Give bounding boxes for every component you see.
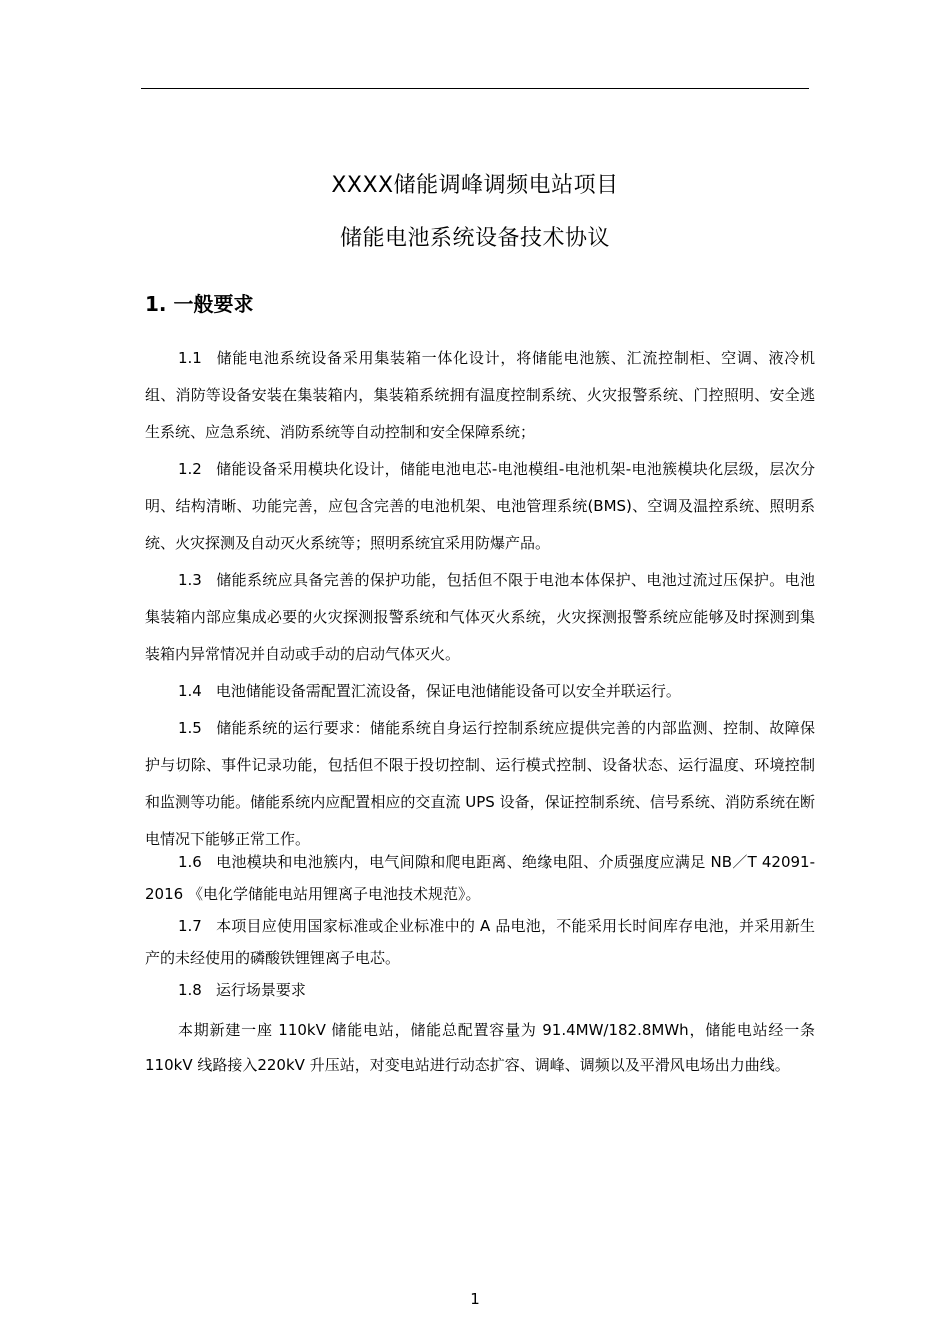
scenario-paragraph: 本期新建一座 110kV 储能电站，储能总配置容量为 91.4MW/182.8MWh，储能电站经一条 110kV 线路接入220kV 升压站，对变电站进行动态扩容、调峰、调频以及平滑风电场出力曲线。 — [145, 1021, 815, 1074]
item-text: 电池模块和电池簇内，电气间隙和爬电距离、绝缘电阻、介质强度应满足 NB／T 42091-2016 《电化学储能电站用锂离子电池技术规范》。 — [145, 853, 815, 903]
requirement-item-1-6 — [145, 846, 815, 910]
item-text: 储能电池系统设备采用集装箱一体化设计，将储能电池簇、汇流控制柜、空调、液冷机组、消防等设备安装在集装箱内，集装箱系统拥有温度控制系统、火灾报警系统、门控照明、安全逃生系统、应急系统、消防系统等自动控制和安全保障系统； — [145, 349, 815, 441]
item-number: 1.4 — [178, 682, 202, 700]
item-number: 1.8 — [178, 981, 202, 999]
item-text: 本项目应使用国家标准或企业标准中的 A 品电池，不能采用长时间库存电池，并采用新生产的未经使用的磷酸铁锂锂离子电芯。 — [145, 917, 815, 967]
document-title-line-1: XXXX储能调峰调频电站项目 — [331, 173, 619, 198]
item-text: 运行场景要求 — [215, 981, 306, 999]
scenario-block — [145, 1013, 815, 1083]
page-number: 1 — [470, 1290, 480, 1308]
section-heading: 1. 一般要求 — [145, 292, 254, 316]
item-number: 1.3 — [178, 571, 202, 589]
requirement-item-1-8 — [145, 974, 815, 1006]
item-text: 储能设备采用模块化设计，储能电池电芯-电池模组-电池机架-电池簇模块化层级，层次分明、结构清晰、功能完善，应包含完善的电池机架、电池管理系统(BMS)、空调及温控系统、照明系统、火灾探测及自动灭火系统等；照明系统宜采用防爆产品。 — [145, 460, 815, 552]
item-text: 储能系统的运行要求：储能系统自身运行控制系统应提供完善的内部监测、控制、故障保护与切除、事件记录功能，包括但不限于投切控制、运行模式控制、设备状态、运行温度、环境控制和监测等功能。储能系统内应配置相应的交直流 UPS 设备，保证控制系统、信号系统、消防系统在断电情况下能够正常工作。 — [145, 719, 815, 848]
item-text: 电池储能设备需配置汇流设备，保证电池储能设备可以安全并联运行。 — [215, 682, 681, 700]
item-number: 1.7 — [178, 917, 202, 935]
requirement-item-1-1 — [145, 340, 815, 451]
item-number: 1.2 — [178, 460, 202, 478]
document-title-line-2: 储能电池系统设备技术协议 — [339, 226, 610, 251]
item-number: 1.6 — [178, 853, 202, 871]
item-text: 储能系统应具备完善的保护功能，包括但不限于电池本体保护、电池过流过压保护。电池集装箱内部应集成必要的火灾探测报警系统和气体灭火系统，火灾探测报警系统应能够及时探测到集装箱内异常情况并自动或手动的启动气体灭火。 — [145, 571, 815, 663]
item-number: 1.5 — [178, 719, 202, 737]
requirement-item-1-2 — [145, 451, 815, 562]
requirements-list-part-1 — [145, 340, 815, 858]
requirement-item-1-5 — [145, 710, 815, 858]
requirement-item-1-4 — [145, 673, 815, 710]
requirement-item-1-3 — [145, 562, 815, 673]
requirement-item-1-7 — [145, 910, 815, 974]
header-rule — [141, 88, 809, 89]
requirements-list-part-2 — [145, 846, 815, 1006]
item-number: 1.1 — [178, 349, 202, 367]
